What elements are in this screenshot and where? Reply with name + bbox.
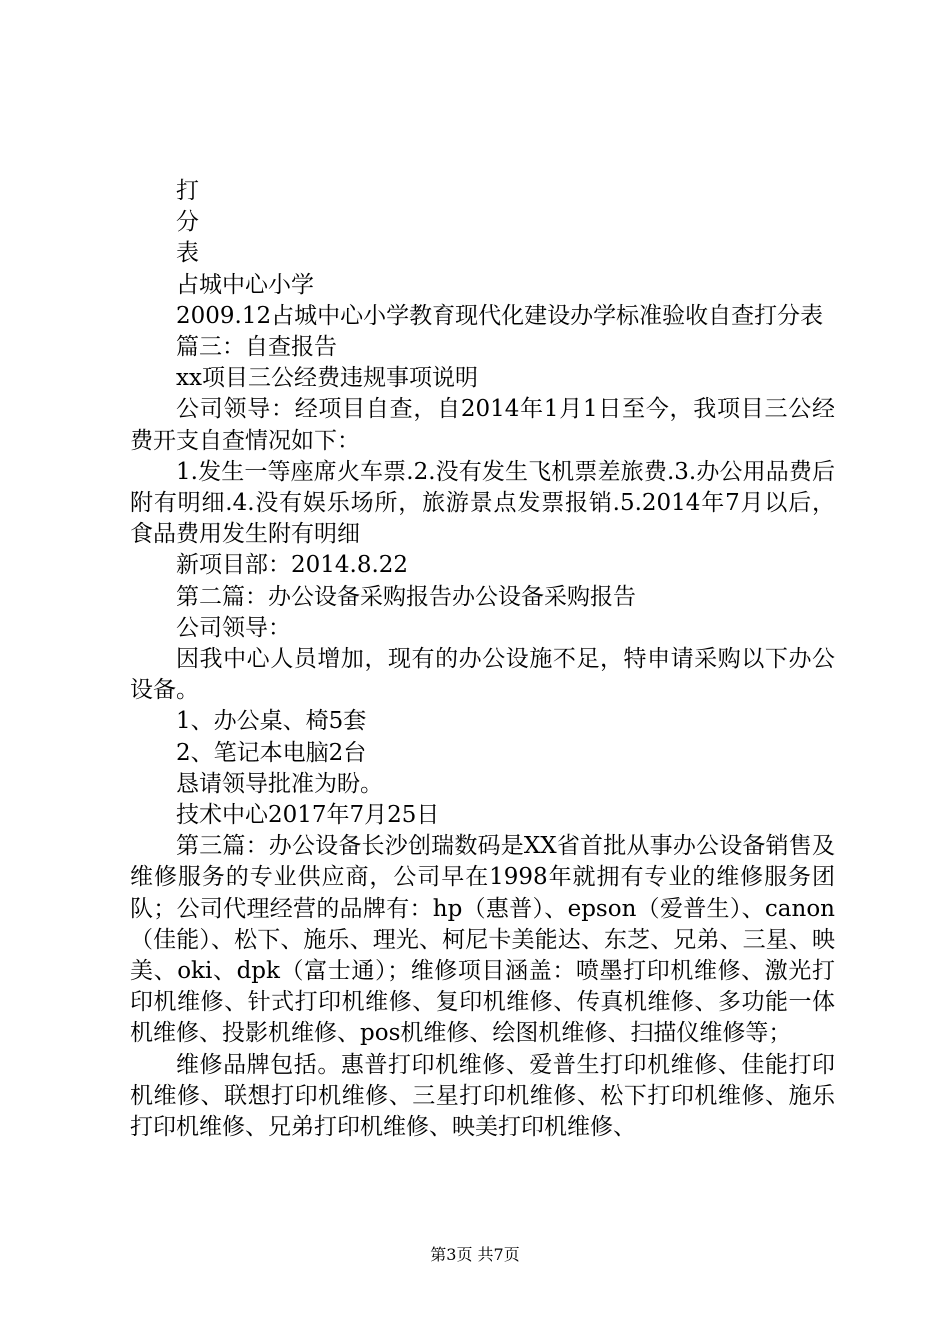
document-body: [130, 176, 835, 1143]
paragraph-2: 分: [176, 209, 199, 236]
heading-third-chapter: 第三篇：办公设备长沙创瑞数码是XX省首批从事办公设备销售及维修服务的专业供应商，公司早在1998年就拥有专业的维修服务团队；公司代理经营的品牌有：hp（惠普）、epson（爱普生）、canon（佳能）、松下、施乐、理光、柯尼卡美能达、东芝、兄弟、三星、映美、oki、dpk（富士通）；维修项目涵盖：喷墨打印机维修、激光打印机维修、针式打印机维修、复印机维修、传真机维修、多功能一体机维修、投影机维修、pos机维修、绘图机维修、扫描仪维修等；: [130, 833, 835, 1047]
paragraph-repair-brands: 维修品牌包括。惠普打印机维修、爱普生打印机维修、佳能打印机维修、联想打印机维修、三星打印机维修、松下打印机维修、施乐打印机维修、兄弟打印机维修、映美打印机维修、: [130, 1051, 835, 1141]
list-item-desks: 1、办公桌、椅5套: [176, 708, 367, 735]
paragraph-self-check-items: 1.发生一等座席火车票.2.没有发生飞机票差旅费.3.办公用品费后附有明细.4.没有娱乐场所，旅游景点发票报销.5.2014年7月以后，食品费用发生附有明细: [130, 458, 835, 548]
paragraph-1: 打: [176, 178, 199, 204]
paragraph-request-approval: 恳请领导批准为盼。: [176, 770, 383, 797]
paragraph-purchase-reason: 因我中心人员增加，现有的办公设施不足，特申请采购以下办公设备。: [130, 646, 835, 704]
paragraph-violation-title: xx项目三公经费违规事项说明: [176, 365, 478, 392]
paragraph-school-name: 占城中心小学: [176, 271, 314, 298]
heading-second-chapter: 第二篇：办公设备采购报告办公设备采购报告: [176, 583, 636, 610]
heading-chapter-three-self-report: 篇三：自查报告: [176, 334, 337, 361]
paragraph-self-check-intro: 公司领导：经项目自查，自2014年1月1日至今，我项目三公经费开支自查情况如下：: [130, 396, 835, 454]
paragraph-project-dept-date: 新项目部：2014.8.22: [176, 552, 409, 579]
page-number-footer: 第3页 共7页: [430, 1245, 520, 1264]
paragraph-signature-date: 技术中心2017年7月25日: [176, 802, 440, 829]
paragraph-3: 表: [176, 240, 199, 267]
paragraph-salutation: 公司领导：: [176, 614, 291, 641]
list-item-laptops: 2、笔记本电脑2台: [176, 739, 367, 766]
paragraph-score-table-title: 2009.12占城中心小学教育现代化建设办学标准验收自查打分表: [176, 302, 824, 329]
